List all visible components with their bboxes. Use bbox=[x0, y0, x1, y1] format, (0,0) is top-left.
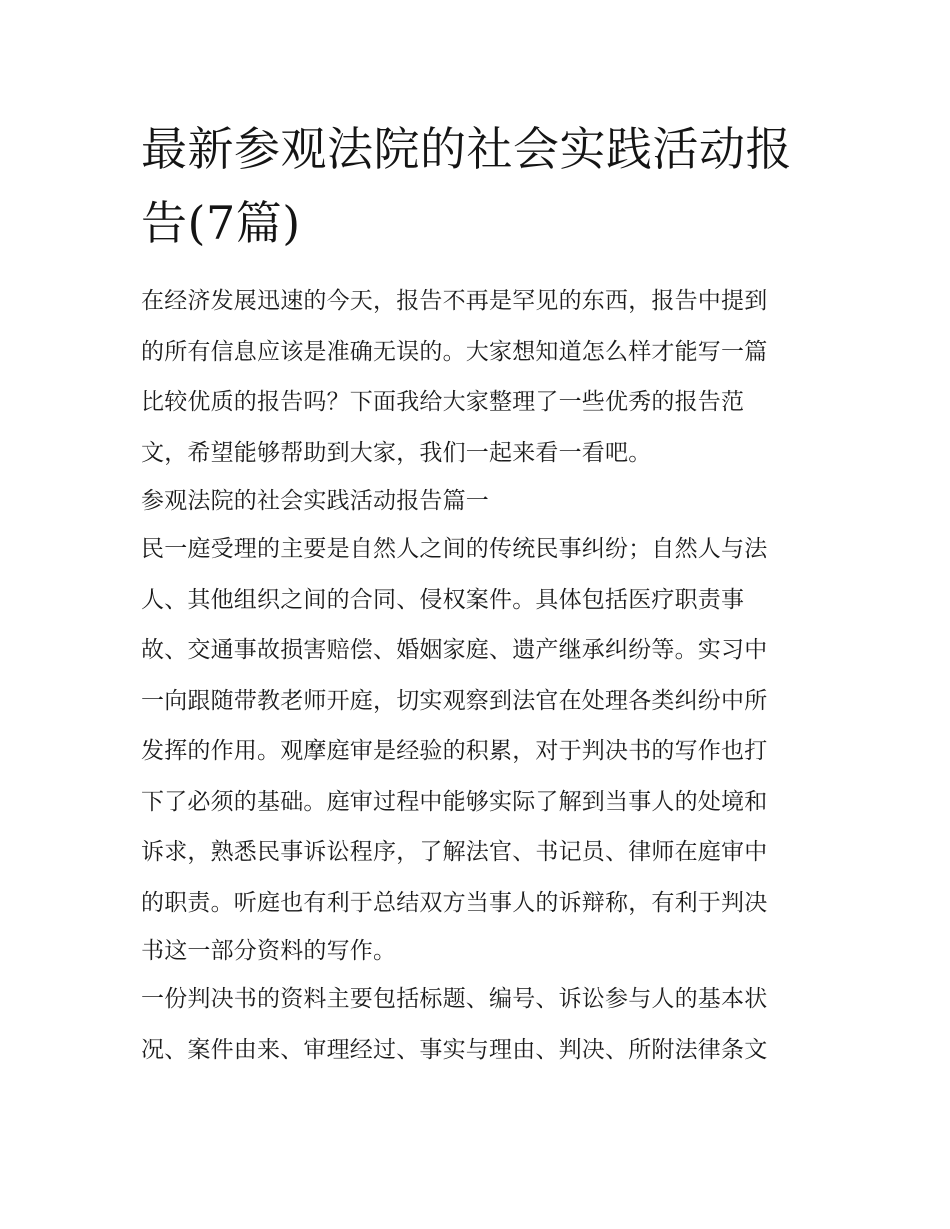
text-line: 人、其他组织之间的合同、侵权案件。具体包括医疗职责事 bbox=[141, 586, 745, 613]
document-body bbox=[141, 276, 813, 1075]
text-line: 一份判决书的资料主要包括标题、编号、诉讼参与人的基本状 bbox=[141, 986, 768, 1012]
document-title: 最新参观法院的社会实践活动报告(7篇) bbox=[141, 122, 792, 250]
text-line: 民一庭受理的主要是自然人之间的传统民事纠纷；自然人与法 bbox=[141, 536, 768, 562]
text-line: 诉求，熟悉民事诉讼程序，了解法官、书记员、律师在庭审中 bbox=[141, 839, 768, 865]
text-line: 文，希望能够帮助到大家，我们一起来看一看吧。 bbox=[141, 439, 652, 466]
text-line: 下了必须的基础。庭审过程中能够实际了解到当事人的处境和 bbox=[141, 788, 768, 815]
text-line: 一向跟随带教老师开庭，切实观察到法官在处理各类纠纷中所 bbox=[141, 687, 768, 714]
text-line: 发挥的作用。观摩庭审是经验的积累，对于判决书的写作也打 bbox=[141, 738, 768, 764]
text-line: 在经济发展迅速的今天，报告不再是罕见的东西，报告中提到 bbox=[141, 288, 768, 314]
text-line: 况、案件由来、审理经过、事实与理由、判决、所附法律条文 bbox=[141, 1036, 768, 1063]
text-line: 的所有信息应该是准确无误的。大家想知道怎么样才能写一篇 bbox=[141, 338, 768, 365]
text-line: 的职责。听庭也有利于总结双方当事人的诉辩称，有利于判决 bbox=[141, 889, 768, 916]
text-line: 故、交通事故损害赔偿、婚姻家庭、遗产继承纠纷等。实习中 bbox=[141, 637, 768, 663]
text-line: 比较优质的报告吗？下面我给大家整理了一些优秀的报告范 bbox=[141, 389, 745, 415]
section-heading: 参观法院的社会实践活动报告篇一 bbox=[141, 488, 489, 514]
text-line: 书这一部分资料的写作。 bbox=[141, 938, 397, 964]
